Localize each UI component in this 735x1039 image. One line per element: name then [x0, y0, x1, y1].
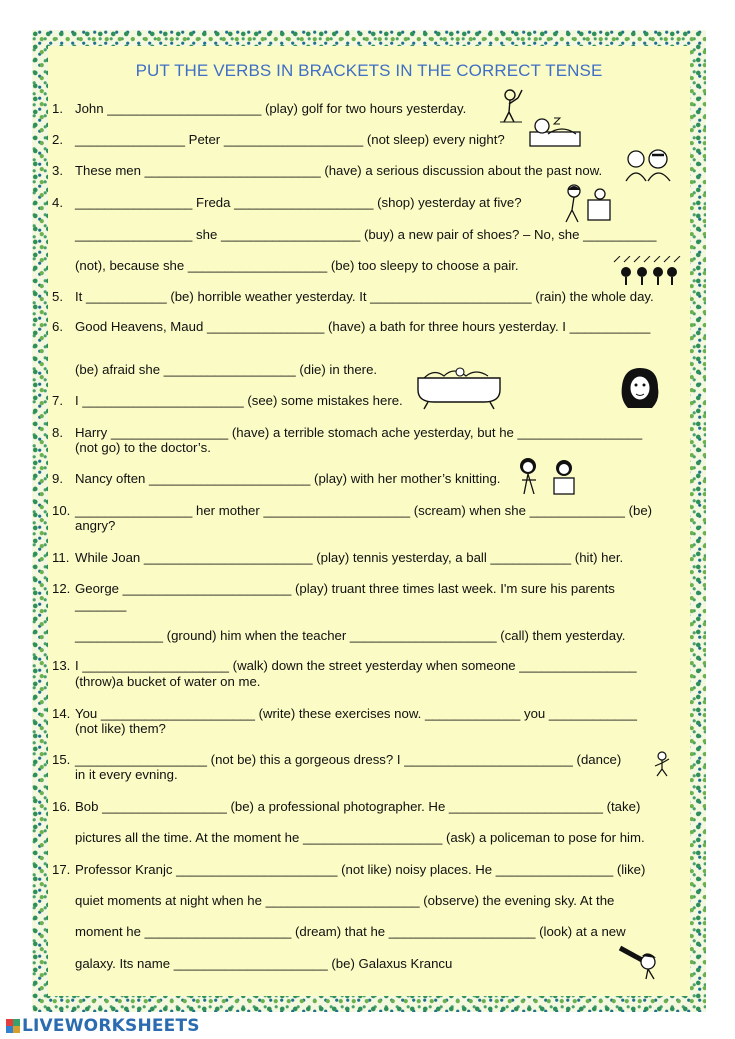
brand-name: LIVEWORKSHEETS: [22, 1016, 200, 1036]
exercise-line: moment he ____________________ (dream) that he ____________________ (look) at a new: [75, 924, 626, 939]
item-number-15: 15.: [52, 752, 71, 767]
exercise-line: (be) afraid she __________________ (die) in there.: [75, 362, 378, 377]
item-number-8: 8.: [52, 425, 63, 440]
item-number-12: 12.: [52, 581, 71, 596]
bathtub-cartoon-icon: [414, 362, 504, 410]
exercise-line: ________________ Freda ___________________ (shop) yesterday at five?: [75, 195, 522, 210]
exercise-line: ________________ her mother ____________________ (scream) when she _____________ (be): [75, 503, 653, 518]
exercise-line: galaxy. Its name _____________________ (be) Galaxus Krancu: [75, 956, 453, 971]
golfer-cartoon-icon: [492, 88, 526, 124]
exercise-line: I ______________________ (see) some mistakes here.: [75, 393, 403, 408]
sleeping-man-cartoon-icon: [528, 112, 584, 150]
worksheet-title: PUT THE VERBS IN BRACKETS IN THE CORRECT TENSE: [135, 61, 603, 80]
shop-scene-cartoon-icon: [560, 182, 614, 224]
exercise-line: Professor Kranjc ______________________ (not like) noisy places. He ________________ (like): [75, 862, 646, 877]
exercise-line: Bob _________________ (be) a professional photographer. He _____________________ (take): [75, 799, 641, 814]
item-number-11: 11.: [52, 550, 70, 565]
dancer-cartoon-icon: [652, 751, 672, 777]
liveworksheets-logo-icon: [6, 1019, 20, 1033]
exercise-line: Good Heavens, Maud ________________ (have) a bath for three hours yesterday. I ___________: [75, 319, 651, 334]
item-number-13: 13.: [52, 658, 71, 673]
item-number-6: 6.: [52, 319, 63, 334]
exercise-line: _______________ Peter ___________________ (not sleep) every night?: [75, 132, 505, 147]
exercise-line: angry?: [75, 518, 116, 533]
exercise-line: George _______________________ (play) truant three times last week. I'm sure his parents: [75, 581, 615, 596]
rain-cartoon-icon: [612, 256, 682, 286]
exercise-line: Harry ________________ (have) a terrible stomach ache yesterday, but he _________________: [75, 425, 643, 440]
item-number-10: 10.: [52, 503, 71, 518]
exercise-line: pictures all the time. At the moment he ___________________ (ask) a policeman to pose for him.: [75, 830, 645, 845]
telescope-professor-cartoon-icon: [618, 940, 662, 980]
two-men-talking-cartoon-icon: [622, 147, 674, 183]
exercise-line: You _____________________ (write) these exercises now. _____________ you ____________: [75, 706, 637, 721]
knitting-cartoon-icon: [514, 456, 584, 496]
exercise-line: (throw)a bucket of water on me.: [75, 674, 261, 689]
item-number-14: 14.: [52, 706, 71, 721]
item-number-5: 5.: [52, 289, 63, 304]
item-number-1: 1.: [52, 101, 63, 116]
exercise-line: (not), because she ___________________ (be) too sleepy to choose a pair.: [75, 258, 519, 273]
exercise-line: These men ________________________ (have) a serious discussion about the past now.: [75, 163, 603, 178]
item-number-4: 4.: [52, 195, 63, 210]
exercise-line: John _____________________ (play) golf for two hours yesterday.: [75, 101, 467, 116]
item-number-7: 7.: [52, 393, 63, 408]
exercise-line: While Joan _______________________ (play) tennis yesterday, a ball ___________ (hit) her.: [75, 550, 624, 565]
exercise-line: It ___________ (be) horrible weather yesterday. It ______________________ (rain) the whole day.: [75, 289, 654, 304]
exercise-line: ____________ (ground) him when the teacher ____________________ (call) them yesterday.: [75, 628, 626, 643]
exercise-line: _______: [75, 597, 127, 612]
exercise-line: quiet moments at night when he _____________________ (observe) the evening sky. At the: [75, 893, 615, 908]
woman-face-cartoon-icon: [616, 366, 664, 410]
exercise-line: ________________ she ___________________ (buy) a new pair of shoes? – No, she __________: [75, 227, 657, 242]
item-number-3: 3.: [52, 163, 63, 178]
footer-branding: [6, 1014, 200, 1038]
item-number-17: 17.: [52, 862, 71, 877]
exercise-line: Nancy often ______________________ (play) with her mother’s knitting.: [75, 471, 501, 486]
exercise-line: (not like) them?: [75, 721, 166, 736]
exercise-line: I ____________________ (walk) down the street yesterday when someone ________________: [75, 658, 637, 673]
item-number-16: 16.: [52, 799, 71, 814]
exercise-line: __________________ (not be) this a gorgeous dress? I _______________________ (dance): [75, 752, 622, 767]
exercise-line: in it every evning.: [75, 767, 178, 782]
exercise-line: (not go) to the doctor’s.: [75, 440, 211, 455]
item-number-2: 2.: [52, 132, 63, 147]
item-number-9: 9.: [52, 471, 63, 486]
